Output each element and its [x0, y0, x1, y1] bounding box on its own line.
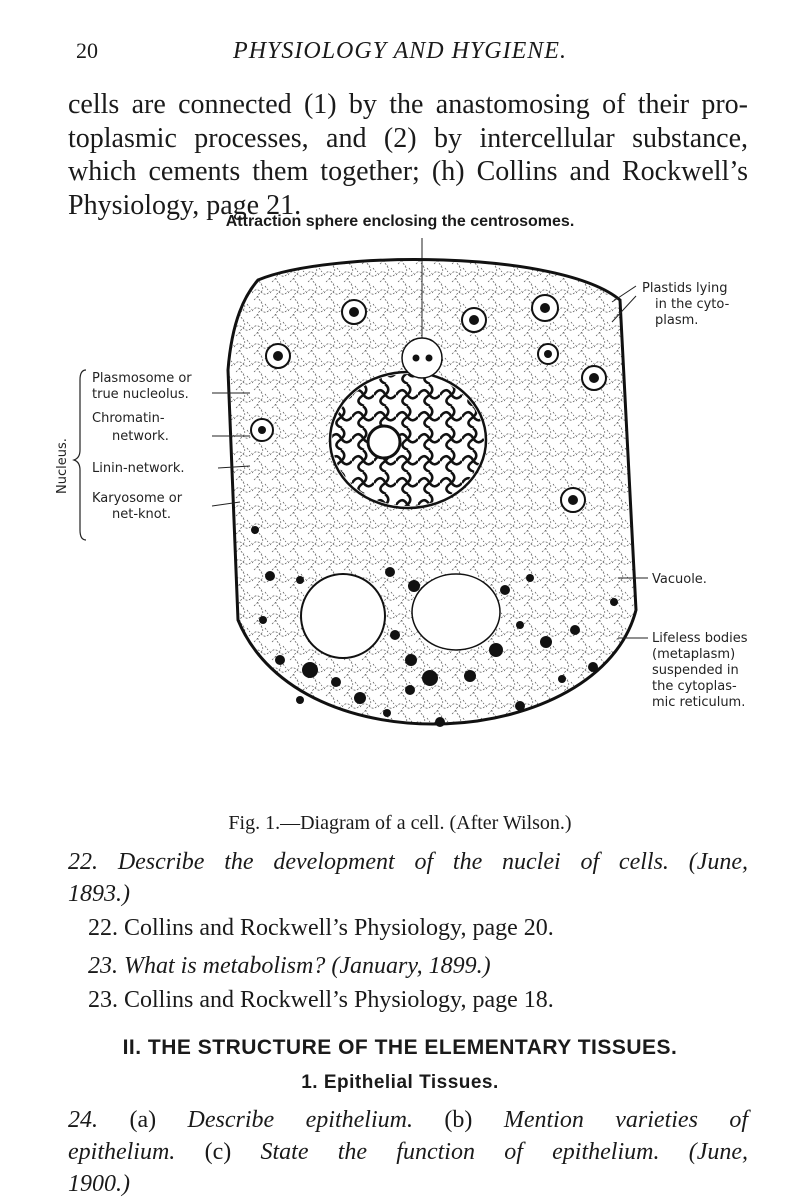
attraction-sphere: [402, 338, 442, 378]
section-heading: II. THE STRUCTURE OF THE ELEMENTARY TISSUES.: [122, 1036, 678, 1059]
label-vacuole: Vacuole.: [652, 572, 707, 587]
vacuole: [412, 574, 500, 650]
running-head: PHYSIOLOGY AND HYGIENE.: [233, 38, 567, 64]
question-22: [68, 846, 748, 910]
question-text: Mention varieties of: [503, 1107, 749, 1133]
part-label: (a): [129, 1107, 157, 1133]
question-text: What is metabolism?: [124, 953, 326, 979]
question-date: (June,: [688, 1139, 749, 1165]
label-karyosome: Karyosome or: [92, 491, 183, 506]
label-plastids: plasm.: [655, 313, 699, 328]
label-karyosome: net-knot.: [112, 507, 171, 522]
paragraph-line: Physiology, page 21.: [68, 189, 302, 221]
question-date: 1900.): [68, 1171, 130, 1197]
label-chromatin: Chromatin-: [92, 411, 165, 426]
nucleus-bracket-label: Nucleus.: [55, 438, 70, 494]
answer-23: 23. Collins and Rockwell’s Physiology, page 18.: [88, 987, 554, 1013]
figure-caption: Fig. 1.—Diagram of a cell. (After Wilson.): [228, 812, 572, 834]
label-plasmosome: true nucleolus.: [92, 387, 189, 402]
subsection-heading: 1. Epithelial Tissues.: [301, 1072, 499, 1093]
cell-diagram: [0, 230, 800, 770]
label-lifeless-bodies: the cytoplas-: [652, 679, 737, 694]
nucleolus: [368, 426, 400, 458]
label-lifeless-bodies: (metaplasm): [652, 647, 736, 662]
question-24: [68, 1104, 748, 1200]
answer-22: 22. Collins and Rockwell’s Physiology, page 20.: [88, 915, 554, 941]
paragraph-line: cells are connected (1) by the anastomosing of their pro-: [68, 89, 748, 120]
paragraph-line: which cements them together; (h) Collins and Rockwell’s: [68, 156, 748, 187]
question-date: (January, 1899.): [331, 953, 491, 979]
part-label: (c): [204, 1139, 232, 1165]
label-lifeless-bodies: mic reticulum.: [652, 695, 746, 710]
question-text: Describe epithelium.: [187, 1107, 413, 1133]
label-lifeless-bodies: Lifeless bodies: [652, 631, 748, 646]
question-number: 22.: [68, 849, 98, 875]
paragraph-continuation: [68, 88, 748, 222]
question-number: 24.: [68, 1107, 98, 1133]
page-number: 20: [76, 38, 98, 63]
nucleus-bracket: [74, 370, 86, 540]
paragraph-line: toplasmic processes, and (2) by intercellular substance,: [68, 122, 748, 154]
question-number: 23.: [88, 953, 118, 979]
label-linin: Linin-network.: [92, 461, 185, 476]
label-plastids: Plastids lying: [642, 281, 728, 296]
label-lifeless-bodies: suspended in: [652, 663, 739, 678]
question-23: [88, 950, 768, 982]
label-plasmosome: Plasmosome or: [92, 371, 192, 386]
part-label: (b): [444, 1107, 473, 1133]
question-text: State the function of epithelium.: [260, 1139, 660, 1165]
question-text: Describe the development of the nuclei of cells.: [117, 849, 669, 875]
figure-top-label: Attraction sphere enclosing the centrosomes.: [225, 213, 575, 230]
question-date: (June,: [688, 849, 749, 875]
label-plastids: in the cyto-: [655, 297, 730, 312]
question-text: epithelium.: [68, 1139, 176, 1165]
label-chromatin: network.: [112, 429, 169, 444]
vacuole: [301, 574, 385, 658]
question-date: 1893.): [68, 881, 130, 907]
